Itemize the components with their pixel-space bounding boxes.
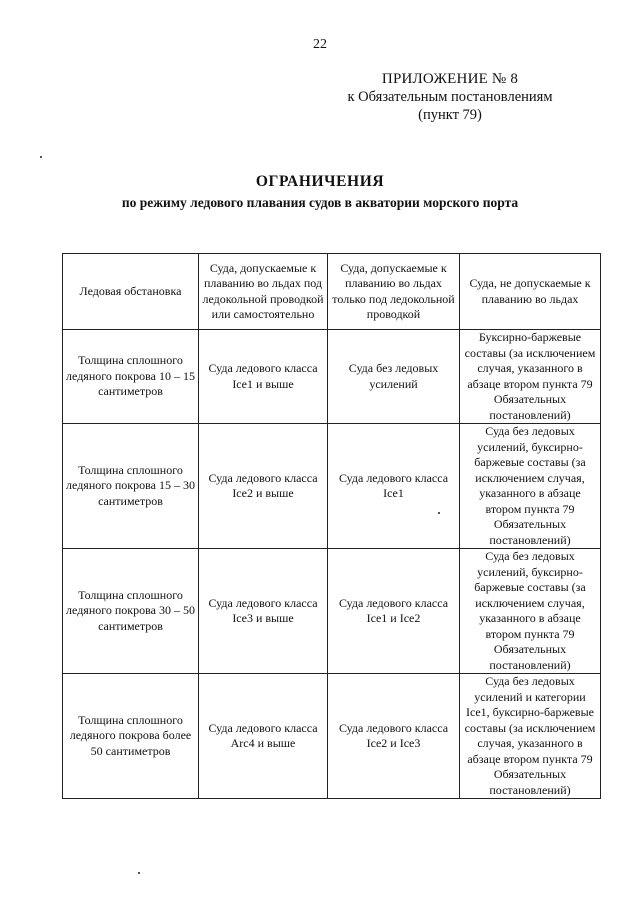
ice-conditions-cell: Толщина сплошного ледяного покрова 30 – 50 сантиметров <box>63 549 199 674</box>
not-allowed-cell: Суда без ледовых усилений, буксирно-баржевые составы (за исключением случая, указанного в абзаце втором пункта 79 Обязательных постановлений) <box>460 549 601 674</box>
allowed-escort-only-cell: Суда ледового класса Ice1 и Ice2 <box>328 549 460 674</box>
appendix-reference: к Обязательным постановлениям <box>347 89 553 105</box>
not-allowed-cell: Суда без ледовых усилений и категории Ice1, буксирно-баржевые составы (за исключением случая, указанного в абзаце втором пункта 79 Обязательных постановлений) <box>460 674 601 799</box>
table-row <box>63 424 601 549</box>
document-subtitle: по режиму ледового плавания судов в акватории морского порта <box>121 195 519 210</box>
allowed-escort-only-cell: Суда ледового класса Ice1 <box>328 424 460 549</box>
table-row <box>63 674 601 799</box>
not-allowed-cell: Суда без ледовых усилений, буксирно-баржевые составы (за исключением случая, указанного в абзаце втором пункта 79 Обязательных постановлений) <box>460 424 601 549</box>
scan-speck <box>40 156 42 158</box>
ice-conditions-cell: Толщина сплошного ледяного покрова 15 – 30 сантиметров <box>63 424 199 549</box>
not-allowed-cell: Буксирно-баржевые составы (за исключением случая, указанного в абзаце втором пункта 79 Обязательных постановлений) <box>460 330 601 424</box>
header-not-allowed: Суда, не допускаемые к плаванию во льдах <box>460 254 601 330</box>
scan-speck <box>138 872 140 874</box>
ice-conditions-cell: Толщина сплошного ледяного покрова 10 – 15 сантиметров <box>63 330 199 424</box>
allowed-escort-or-independent-cell: Суда ледового класса Ice1 и выше <box>199 330 328 424</box>
table-header-row <box>63 254 601 330</box>
ice-navigation-limits-table <box>62 253 601 799</box>
header-ice-conditions: Ледовая обстановка <box>63 254 199 330</box>
appendix-clause: (пункт 79) <box>418 107 482 123</box>
allowed-escort-only-cell: Суда ледового класса Ice2 и Ice3 <box>328 674 460 799</box>
allowed-escort-or-independent-cell: Суда ледового класса Arc4 и выше <box>199 674 328 799</box>
allowed-escort-or-independent-cell: Суда ледового класса Ice2 и выше <box>199 424 328 549</box>
table-row <box>63 330 601 424</box>
appendix-title: ПРИЛОЖЕНИЕ № 8 <box>381 71 519 87</box>
header-allowed-escort-only: Суда, допускаемые к плаванию во льдах только под ледокольной проводкой <box>328 254 460 330</box>
scan-speck <box>438 512 440 514</box>
document-title-block <box>0 173 640 211</box>
table-row <box>63 549 601 674</box>
allowed-escort-only-cell: Суда без ледовых усилений <box>328 330 460 424</box>
ice-conditions-cell: Толщина сплошного ледяного покрова более 50 сантиметров <box>63 674 199 799</box>
allowed-escort-or-independent-cell: Суда ледового класса Ice3 и выше <box>199 549 328 674</box>
header-allowed-escort-or-independent: Суда, допускаемые к плаванию во льдах под ледокольной проводкой или самостоятельно <box>199 254 328 330</box>
appendix-header <box>320 70 580 124</box>
document-title: ОГРАНИЧЕНИЯ <box>255 173 385 190</box>
page-number: 22 <box>313 37 327 52</box>
